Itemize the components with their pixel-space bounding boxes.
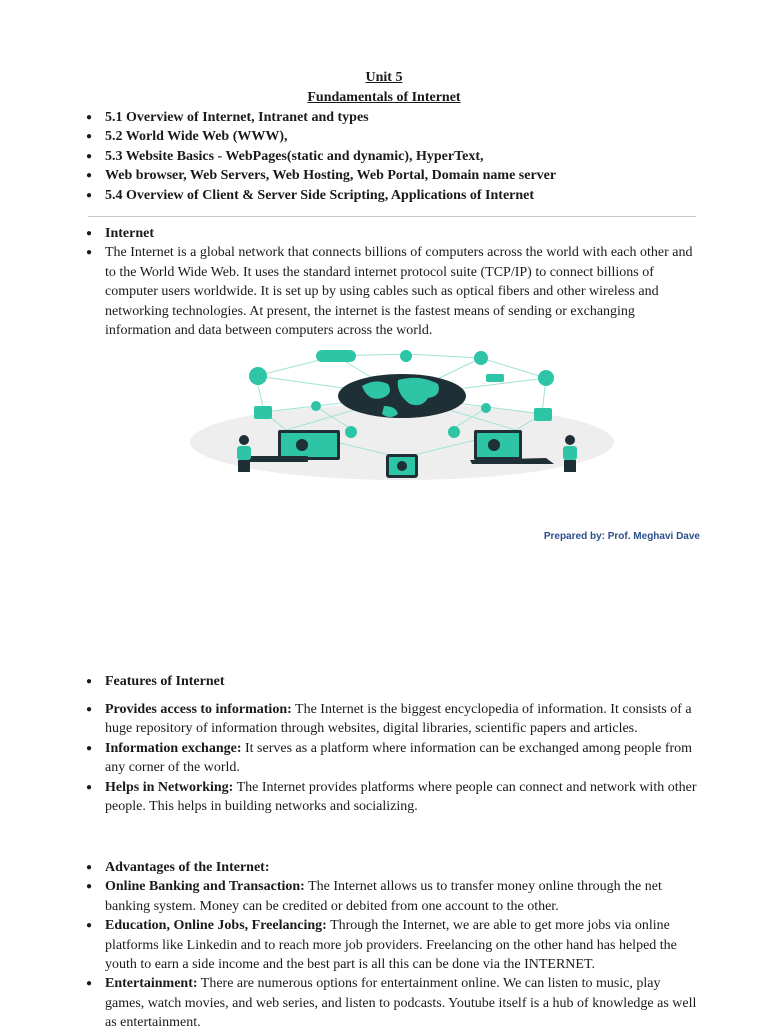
list-item [86, 916, 698, 974]
divider [88, 216, 696, 217]
facebook-icon [474, 351, 488, 365]
paragraph: ● The Internet is a global network that connects billions of computers across the world with each other and to the World Wide Web. It uses the standard internet protocol suite (TCP/IP) to connect billions of computer users worldwide. It is set up by using cables such as optical fibers and other wireless and networking technologies. At present, the internet is the fastest means of sending or exchanging information and data between computers across the world. [86, 243, 698, 340]
list-item [86, 877, 698, 916]
unit-title: Unit 5 [365, 70, 403, 85]
twitter-icon [481, 403, 491, 413]
music-icon [249, 367, 267, 385]
list-item [86, 778, 698, 817]
item-term: Online Banking and Transaction: [105, 879, 305, 895]
item-text: The Internet provides platforms where people can connect and network with other people. This helps in building networks and socializing. [105, 779, 697, 815]
internet-network-illustration [186, 346, 618, 482]
globe-icon [338, 374, 466, 418]
toc-item: ● 5.4 Overview of Client & Server Side Scripting, Applications of Internet [86, 186, 698, 205]
toc-item: ● 5.1 Overview of Internet, Intranet and types [86, 108, 698, 127]
item-text: Through the Internet, we are able to get more jobs via online platforms like Linkedin and to reach more job providers. Freelancing on the other hand has helped the youth to earn a side income and the best part is all this can be done via the INTERNET. [105, 918, 677, 973]
item-text: There are numerous options for entertainment online. We can listen to music, play games, watch movies, and web series, and listen to podcasts. Youtube itself is a hub of knowledge as well as entertainment. [105, 976, 697, 1031]
user-icon [538, 370, 554, 386]
list-item [86, 700, 698, 739]
section-heading: ● Advantages of the Internet: [86, 858, 698, 877]
item-term: Provides access to information: [105, 702, 292, 717]
chart-icon [534, 408, 552, 421]
advantages-list [86, 858, 698, 1033]
chat-icon [448, 426, 460, 438]
author-credit: Prepared by: Prof. Meghavi Dave [543, 531, 700, 542]
toc-item: ● 5.2 World Wide Web (WWW), [86, 127, 698, 146]
item-text: The Internet allows us to transfer money online through the net banking system. Money can be credited or debited from one account to the other. [105, 879, 662, 914]
cloud-icon [345, 426, 357, 438]
item-term: Education, Online Jobs, Freelancing: [105, 918, 327, 934]
item-term: Helps in Networking: [105, 779, 234, 795]
chapter-title: Fundamentals of Internet [307, 90, 461, 105]
item-text: It serves as a platform where information can be exchanged among people from any corner of the world. [105, 740, 693, 776]
item-text: The Internet is the biggest encyclopedia of information. It consists of a huge repository of information through websites, digital libraries, scientific papers and articles. [105, 702, 692, 737]
toc-item: ● Web browser, Web Servers, Web Hosting, Web Portal, Domain name server [86, 166, 698, 185]
features-list [86, 700, 698, 816]
person-right-icon [563, 435, 577, 472]
mail-icon [486, 374, 504, 382]
section-heading: ● Internet [86, 224, 698, 243]
photo-icon [254, 406, 272, 419]
item-term: Entertainment: [105, 976, 198, 992]
location-icon [400, 350, 412, 362]
toc-item: ● 5.3 Website Basics - WebPages(static and dynamic), HyperText, [86, 147, 698, 166]
dollar-icon [311, 401, 321, 411]
tablet-icon [386, 454, 418, 478]
chat-bubble-icon [316, 350, 356, 362]
internet-section [86, 224, 698, 340]
person-left-icon [237, 435, 251, 472]
toc-list [86, 108, 698, 205]
item-term: Information exchange: [105, 740, 242, 756]
list-item [86, 739, 698, 778]
features-heading-list [86, 672, 698, 691]
section-heading: ● Features of Internet [86, 672, 698, 691]
